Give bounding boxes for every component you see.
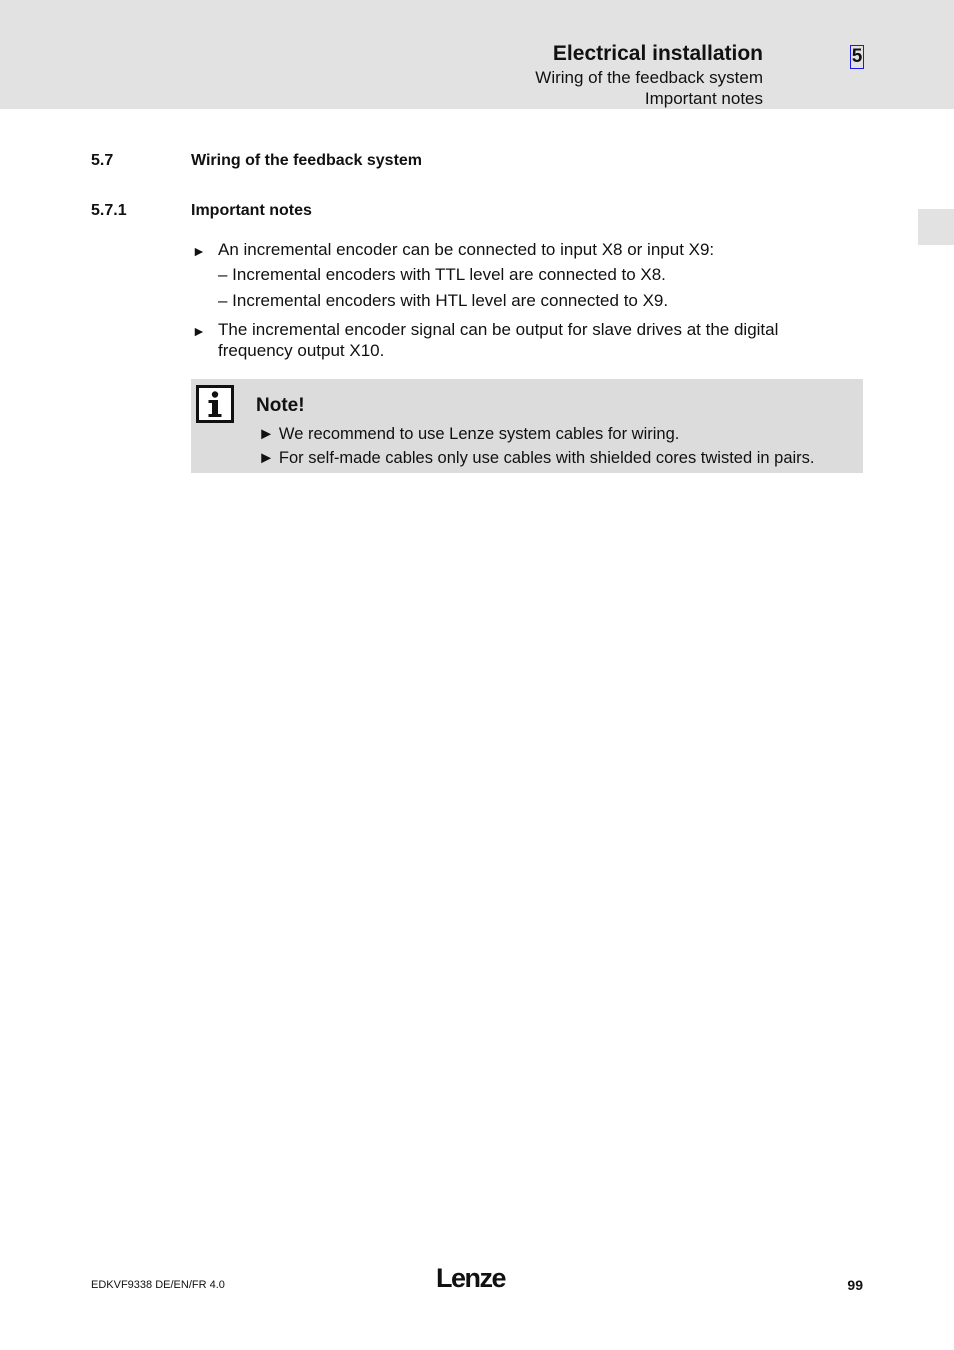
sub-bullet-text: – Incremental encoders with HTL level are connected to X9. <box>218 291 669 310</box>
bullet-arrow-icon: ► <box>192 323 206 339</box>
sub-bullet-text: – Incremental encoders with TTL level are connected to X8. <box>218 265 666 284</box>
chapter-title: Electrical installation <box>552 42 763 65</box>
section-heading: Wiring of the feedback system <box>191 152 423 169</box>
document-id: EDKVF9338 DE/EN/FR 4.0 <box>91 1279 225 1291</box>
subsection-number: 5.7.1 <box>91 202 127 219</box>
subsection-subtitle: Important notes <box>644 89 763 108</box>
note-title: Note! <box>256 395 305 416</box>
note-item: ► For self-made cables only use cables with shielded cores twisted in pairs. <box>258 449 815 467</box>
section-subtitle: Wiring of the feedback system <box>535 68 763 87</box>
header-band <box>0 0 954 109</box>
bullet-arrow-icon: ► <box>192 243 206 259</box>
note-box <box>191 379 863 473</box>
subsection-heading: Important notes <box>191 202 312 219</box>
chapter-side-tab <box>918 209 954 245</box>
chapter-number-badge[interactable]: 5 <box>851 46 863 67</box>
info-icon <box>196 385 234 423</box>
section-number: 5.7 <box>91 152 114 169</box>
bullet-text: The incremental encoder signal can be output for slave drives at the digital <box>218 320 779 339</box>
bullet-text-continuation: frequency output X10. <box>218 341 385 360</box>
note-item: ► We recommend to use Lenze system cables for wiring. <box>258 425 680 443</box>
lenze-logo: Lenze <box>436 1263 506 1293</box>
page-number: 99 <box>847 1277 863 1293</box>
bullet-text: An incremental encoder can be connected to input X8 or input X9: <box>218 240 715 259</box>
